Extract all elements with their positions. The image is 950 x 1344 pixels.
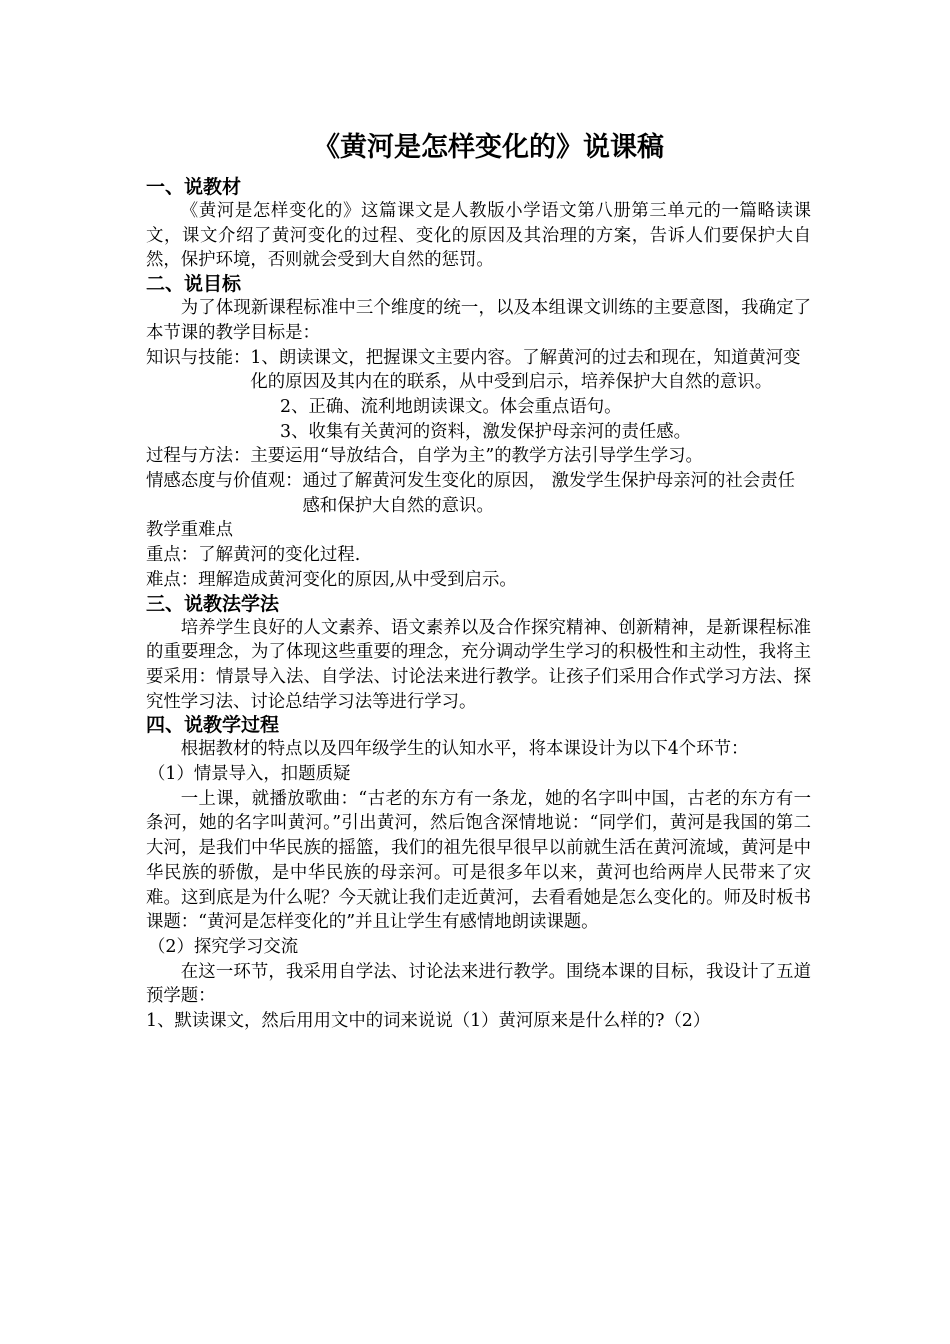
section-heading-textbook: 一、说教材 xyxy=(146,176,242,198)
goal-knowledge-item-1: 1、朗读课文，把握课文主要内容。了解黄河的过去和现在，知道黄河变化的原因及其内在的联系，从中受到启示，培养保护大自然的意识。 xyxy=(250,347,801,393)
section-heading-process: 四、说教学过程 xyxy=(146,714,280,737)
key-points-title: 教学重难点 xyxy=(146,520,233,541)
goal-knowledge-item-3: 3、收集有关黄河的资料，激发保护母亲河的责任感。 xyxy=(280,421,692,442)
goal-emotion-text: 通过了解黄河发生变化的原因， 激发学生保护母亲河的社会责任感和保护大自然的意识。 xyxy=(302,471,795,516)
paragraph-goals-intro: 为了体现新课程标准中三个维度的统一，以及本组课文训练的主要意图，我确定了本节课的教学目标是： xyxy=(146,298,811,343)
key-point: 重点：了解黄河的变化过程. xyxy=(146,545,361,566)
difficult-point: 难点：理解造成黄河变化的原因,从中受到启示。 xyxy=(146,569,517,590)
goal-process-label: 过程与方法： xyxy=(146,446,251,467)
goal-knowledge-label: 知识与技能： xyxy=(146,347,251,368)
section-heading-methods: 三、说教法学法 xyxy=(146,592,280,615)
goal-process-text: 主要运用“导放结合，自学为主”的教学方法引导学生学习。 xyxy=(250,446,703,467)
goal-knowledge xyxy=(146,346,811,395)
document-title: 《黄河是怎样变化的》说课稿 xyxy=(313,132,664,163)
paragraph-textbook: 《黄河是怎样变化的》这篇课文是人教版小学语文第八册第三单元的一篇略读课文，课文介绍了黄河变化的过程、变化的原因及其治理的方案，告诉人们要保护大自然，保护环境，否则就会受到大自然的惩罚。 xyxy=(146,201,811,271)
section-heading-goals: 二、说目标 xyxy=(146,273,242,296)
step-2-title: （2）探究学习交流 xyxy=(148,936,299,957)
paragraph-methods: 培养学生良好的人文素养、语文素养以及合作探究精神、创新精神，是新课程标准的重要理念，为了体现这些重要的理念，充分调动学生学习的积极性和主动性，我将主要采用：情景导入法、自学法、讨论法来进行教学。让孩子们采用合作式学习方法、探究性学习法、讨论总结学习法等进行学习。 xyxy=(146,617,811,712)
paragraph-step-1: 一上课，就播放歌曲：“古老的东方有一条龙，她的名字叫中国，古老的东方有一条河，她的名字叫黄河。”引出黄河，然后饱含深情地说：“同学们，黄河是我国的第二大河，是我们中华民族的摇篮，我们的祖先很早很早以前就生活在黄河流域，黄河是中华民族的骄傲，是中华民族的母亲河。可是很多年以来，黄河也给两岸人民带来了灾难。这到底是为什么呢？今天就让我们走近黄河，去看看她是怎么变化的。师及时板书课题：“黄河是怎样变化的”并且让学生有感情地朗读课题。 xyxy=(146,788,811,933)
goal-emotion xyxy=(146,469,811,518)
question-1: 1、默读课文，然后用用文中的词来说说（1）黄河原来是什么样的?（2） xyxy=(146,1011,711,1032)
goal-emotion-label: 情感态度与价值观： xyxy=(146,471,303,492)
document-body xyxy=(146,128,811,1034)
paragraph-step-2: 在这一环节，我采用自学法、讨论法来进行教学。围绕本课的目标，我设计了五道预学题： xyxy=(146,961,811,1007)
paragraph-process-intro: 根据教材的特点以及四年级学生的认知水平，将本课设计为以下4个环节： xyxy=(180,739,749,760)
goal-knowledge-item-2: 2、正确、流利地朗读课文。体会重点语句。 xyxy=(280,396,622,417)
goal-process xyxy=(146,444,811,469)
step-1-title: （1）情景导入，扣题质疑 xyxy=(148,764,351,785)
